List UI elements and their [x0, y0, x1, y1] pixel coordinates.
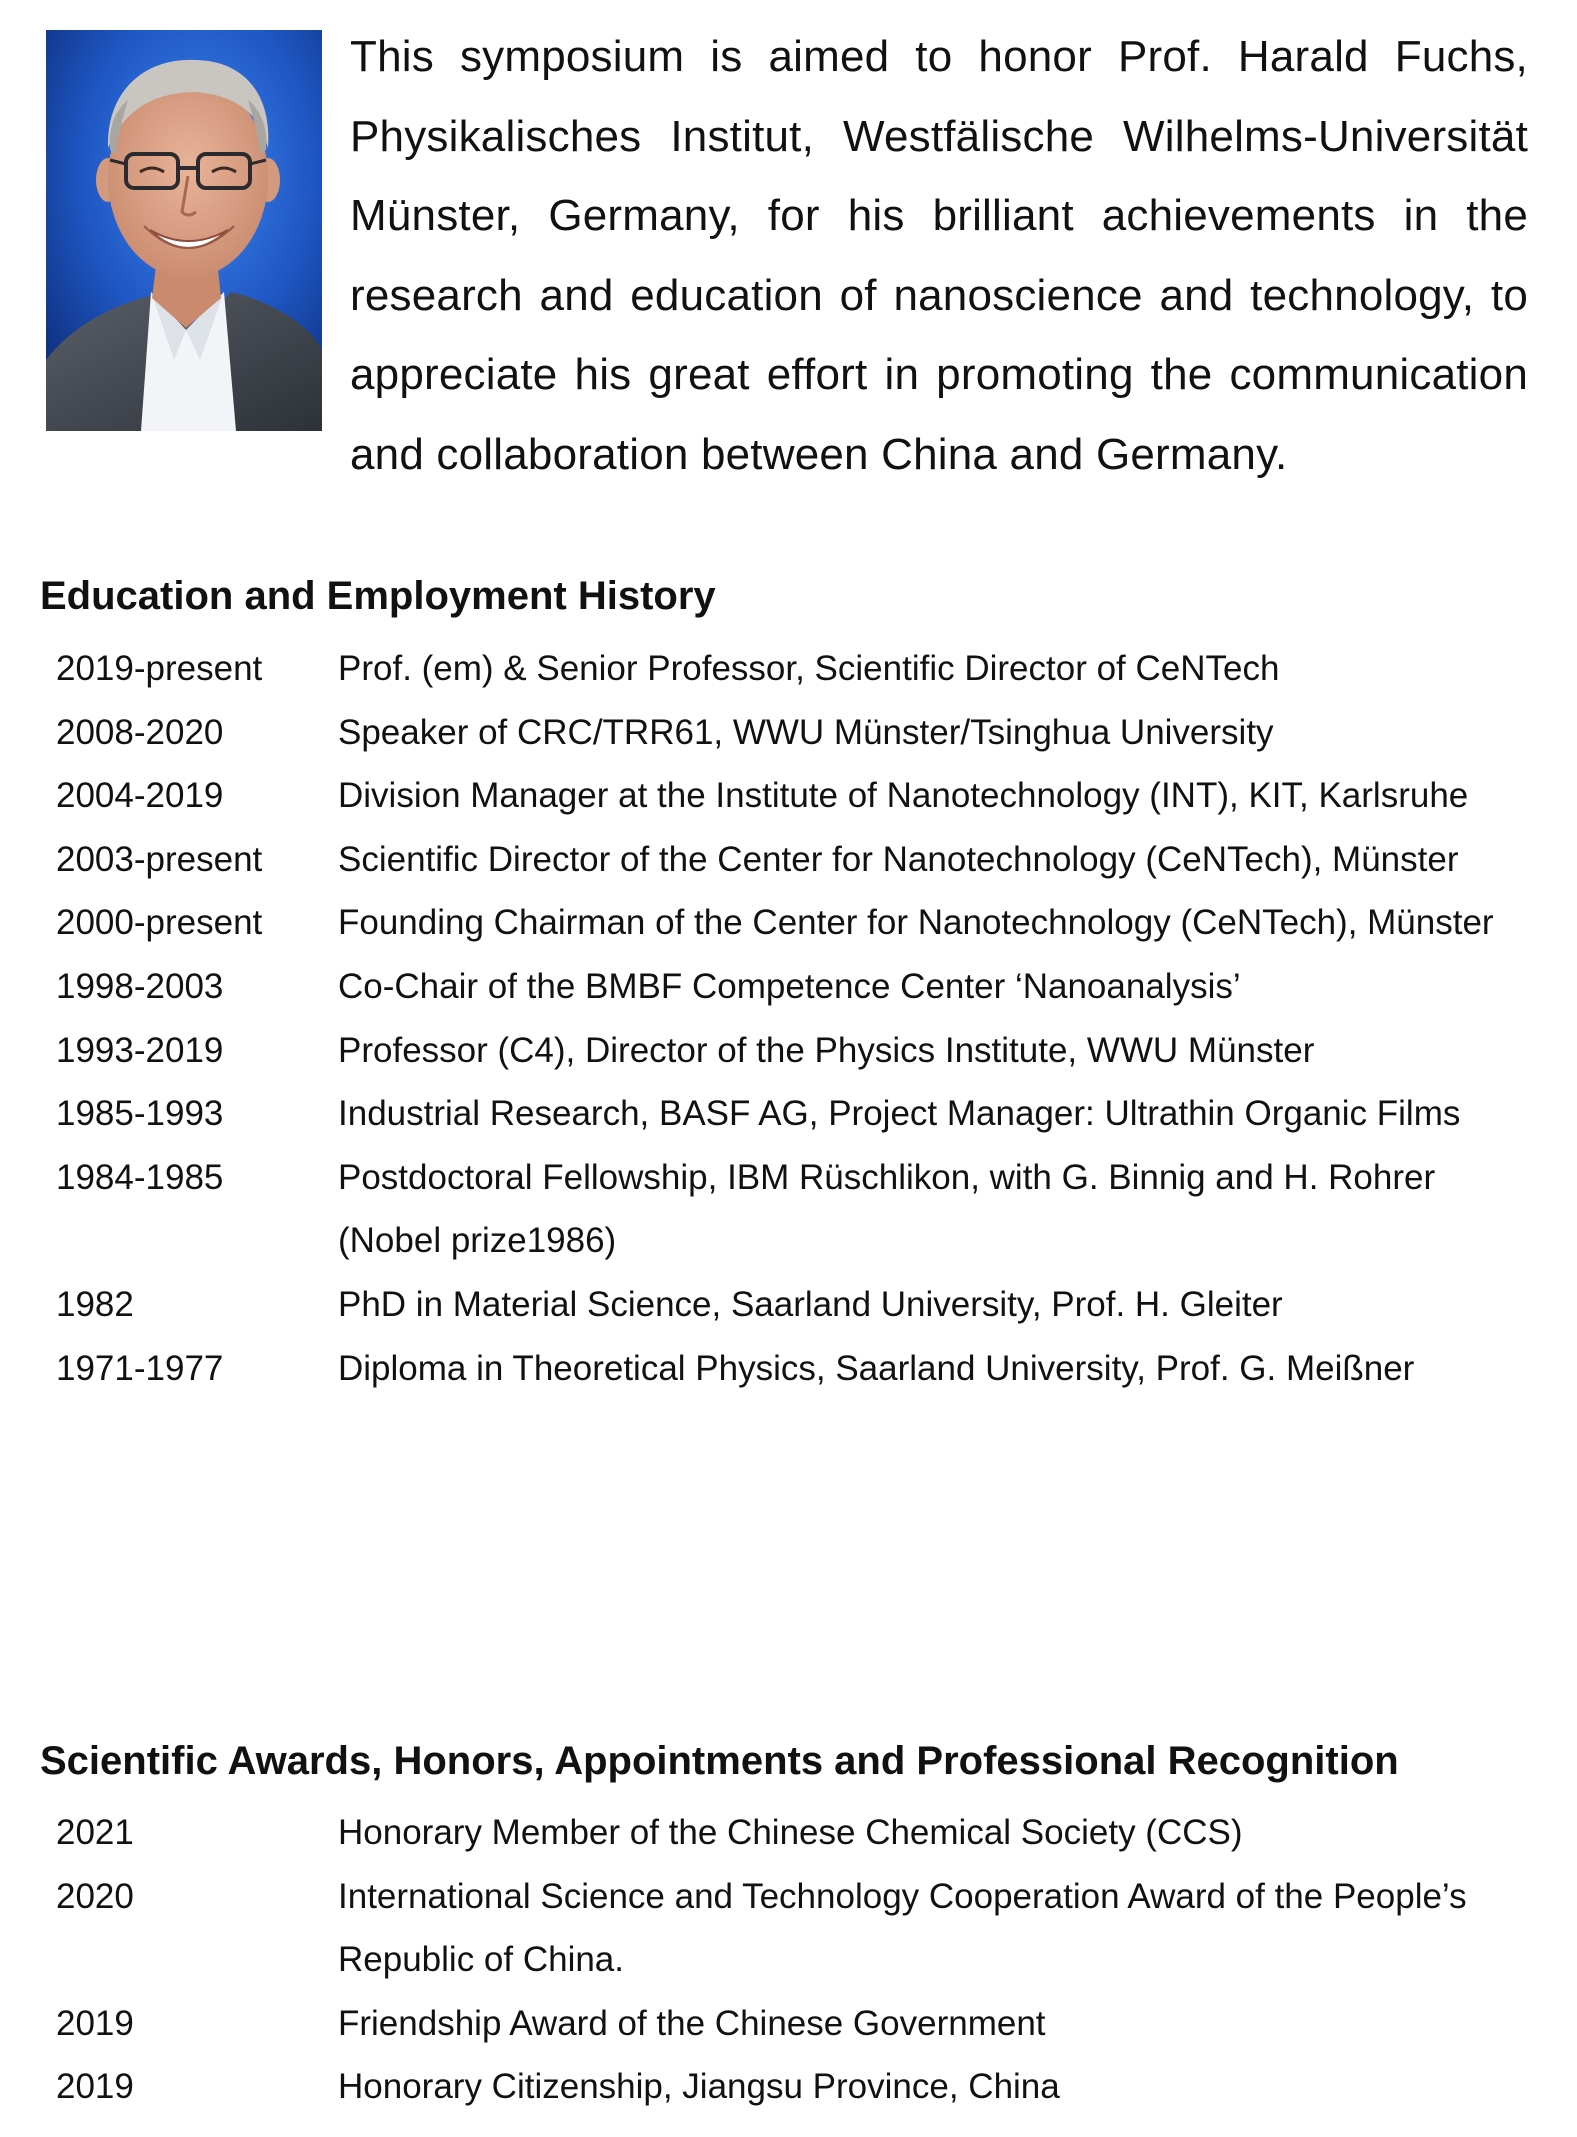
entry-description: Division Manager at the Institute of Nanotechnology (INT), KIT, Karlsruhe	[338, 776, 1469, 816]
entry-year: 2021	[56, 1813, 134, 1852]
entry-description: PhD in Material Science, Saarland University, Prof. H. Gleiter	[338, 1284, 1283, 1324]
entry-year: 1998-2003	[56, 966, 224, 1006]
entry-description: Honorary Citizenship, Jiangsu Province, China	[338, 2067, 1060, 2107]
entry-year: 2020	[56, 1876, 134, 1916]
entry-year: 2000-present	[56, 903, 263, 943]
education-entry	[56, 1082, 1516, 1146]
entry-description: Postdoctoral Fellowship, IBM Rüschlikon, with G. Binnig and H. Rohrer (Nobel prize1986)	[338, 1157, 1436, 1261]
education-entry	[56, 955, 1516, 1019]
entry-description: Diploma in Theoretical Physics, Saarland University, Prof. G. Meißner	[338, 1348, 1415, 1388]
education-entry	[56, 1337, 1516, 1401]
education-entry	[56, 1019, 1516, 1083]
entry-description: Speaker of CRC/TRR61, WWU Münster/Tsinghua University	[338, 712, 1274, 752]
entry-year: 1971-1977	[56, 1348, 224, 1388]
entry-year: 1985-1993	[56, 1094, 224, 1134]
education-entry	[56, 1273, 1516, 1337]
entry-description: Co-Chair of the BMBF Competence Center ‘Nanoanalysis’	[338, 966, 1241, 1006]
education-entry	[56, 1146, 1516, 1273]
award-entry	[56, 1801, 1516, 1865]
entry-description: International Science and Technology Cooperation Award of the People’s Republic of China.	[338, 1876, 1467, 1980]
entry-description: Prof. (em) & Senior Professor, Scientific Director of CeNTech	[338, 649, 1280, 688]
education-entry	[56, 891, 1516, 955]
award-entry	[56, 1992, 1516, 2056]
entry-description: Professor (C4), Director of the Physics Institute, WWU Münster	[338, 1030, 1315, 1070]
education-heading: Education and Employment History	[40, 574, 716, 618]
awards-list	[56, 1801, 1516, 2119]
entry-description: Scientific Director of the Center for Nanotechnology (CeNTech), Münster	[338, 839, 1459, 879]
awards-heading: Scientific Awards, Honors, Appointments and Professional Recognition	[40, 1739, 1399, 1783]
entry-year: 2019	[56, 2067, 134, 2107]
entry-description: Honorary Member of the Chinese Chemical Society (CCS)	[338, 1813, 1243, 1852]
entry-description: Founding Chairman of the Center for Nanotechnology (CeNTech), Münster	[338, 903, 1494, 943]
entry-year: 2003-present	[56, 839, 263, 879]
intro-paragraph: This symposium is aimed to honor Prof. Harald Fuchs, Physikalisches Institut, Westfälische Wilhelms-Universität Münster, Germany, for his brilliant achievements in the research and education of nanoscience and technology, to appreciate his great effort in promoting the communication and collaboration between China and Germany.	[350, 32, 1528, 479]
award-entry	[56, 1865, 1516, 1992]
education-entry	[56, 701, 1516, 765]
entry-year: 2004-2019	[56, 776, 224, 816]
entry-year: 1984-1985	[56, 1157, 224, 1197]
portrait-illustration	[46, 30, 322, 431]
award-entry	[56, 2055, 1516, 2119]
education-entry	[56, 764, 1516, 828]
entry-year: 1993-2019	[56, 1030, 224, 1070]
entry-year: 2019	[56, 2003, 134, 2043]
education-entry	[56, 637, 1516, 701]
education-entry	[56, 828, 1516, 892]
entry-year: 2008-2020	[56, 712, 224, 752]
portrait-photo	[46, 30, 322, 431]
entry-year: 1982	[56, 1284, 134, 1324]
entry-year: 2019-present	[56, 649, 263, 688]
entry-description: Industrial Research, BASF AG, Project Manager: Ultrathin Organic Films	[338, 1094, 1461, 1134]
entry-description: Friendship Award of the Chinese Government	[338, 2003, 1046, 2043]
education-list	[56, 637, 1516, 1400]
